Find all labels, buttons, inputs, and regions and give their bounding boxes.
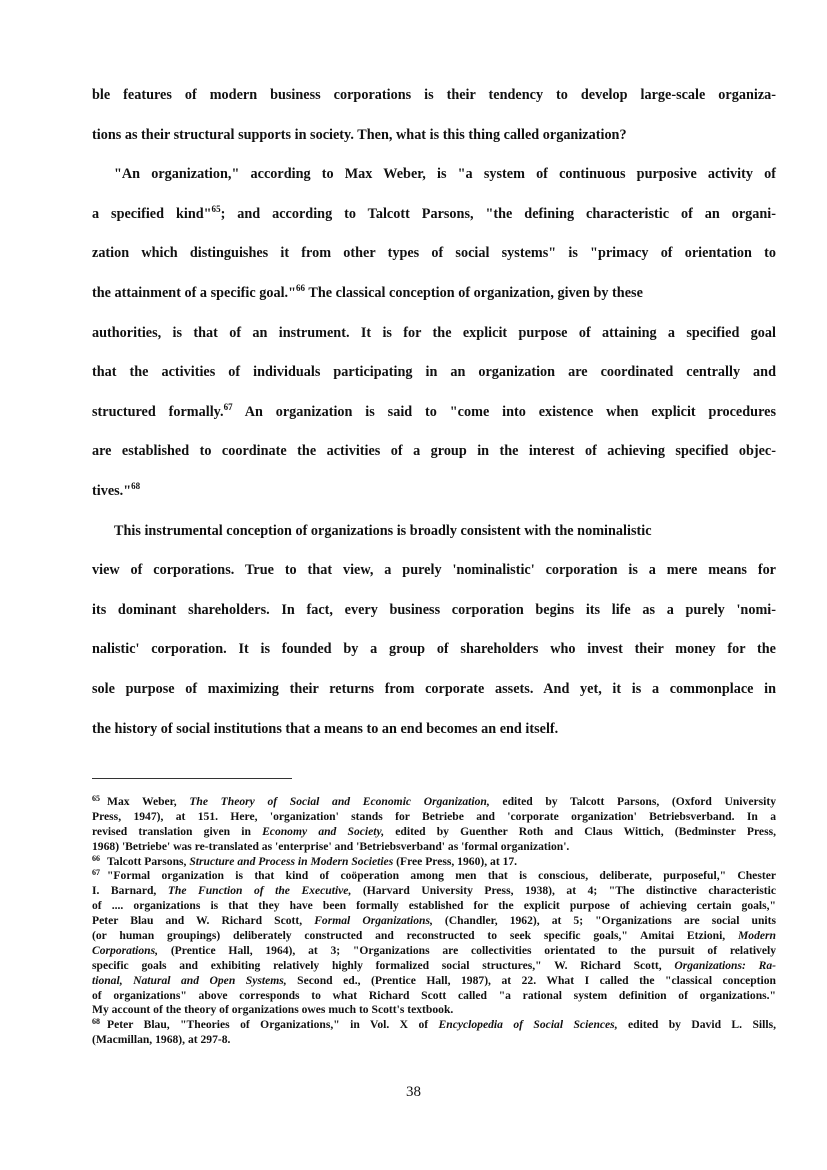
body-text xyxy=(92,84,776,757)
footnote-line: 1968) 'Betriebe' was re-translated as 'enterprise' and 'Betriebsverband' as 'formal organization'. xyxy=(92,839,570,853)
paragraph-line: This instrumental conception of organizations is broadly consistent with the nominalistic xyxy=(114,522,652,539)
footnote-line: of organizations" above corresponds to what Richard Scott called "a rational system definition of organizations." xyxy=(92,988,776,1002)
text-span: The classical conception of organization, given by these xyxy=(305,284,643,301)
page-number: 38 xyxy=(406,1084,421,1100)
footnote-line xyxy=(92,884,776,899)
text-span: (Prentice Hall, 1964), at 3; "Organizations are collectivities orientated to the pursuit of relatively xyxy=(158,943,776,957)
footnote-line: My account of the theory of organizations owes much to Scott's textbook. xyxy=(92,1003,454,1017)
footnotes xyxy=(92,795,776,1048)
paragraph-line: tions as their structural supports in society. Then, what is this thing called organization? xyxy=(92,126,627,143)
paragraph-line: ble features of modern business corporations is their tendency to develop large-scale organiza- xyxy=(92,87,776,103)
footnote-line xyxy=(92,914,776,929)
text-span: "Formal organization is that kind of coöperation among men that is conscious, deliberate, purposeful," Chester xyxy=(107,869,776,883)
paragraph-line: zation which distinguishes it from other types of social systems" is "primacy of orientation to xyxy=(92,245,776,262)
text-span: I. Barnard, xyxy=(92,884,168,898)
footnote-line: Press, 1947), at 151. Here, 'organization' stands for Betriebe and 'corporate organization' Betriebsverband. In a xyxy=(92,809,776,823)
text-span: edited by David L. Sills, xyxy=(617,1018,777,1032)
book-title: Structure and Process in Modern Societies xyxy=(189,854,394,868)
paragraph-line xyxy=(92,401,776,441)
book-title: The Function of the Executive, xyxy=(167,884,352,898)
paragraph-line: the history of social institutions that a means to an end becomes an end itself. xyxy=(92,720,559,737)
book-title: Economy and Society, xyxy=(262,824,385,838)
paragraph-line xyxy=(92,282,776,322)
text-span: edited by Talcott Parsons, (Oxford University xyxy=(489,795,777,808)
footnote-separator xyxy=(92,778,292,779)
book-title: Formal Organizations, xyxy=(314,914,433,928)
book-title: Organizations: Ra- xyxy=(674,958,776,972)
paragraph-line: view of corporations. True to that view, a purely 'nominalistic' corporation is a mere means for xyxy=(92,562,776,579)
text-span: (or human groupings) deliberately constructed and reconstructed to seek specific goals," Amitai Etzioni, xyxy=(92,929,738,943)
footnote-line xyxy=(92,974,776,989)
footnote-mark: 68 xyxy=(92,1017,100,1027)
footnote-ref: 66 xyxy=(296,282,306,293)
text-span: edited by Guenther Roth and Claus Wittich, (Bedminster Press, xyxy=(384,824,776,838)
book-title: The Theory of Social and Economic Organization, xyxy=(189,795,490,808)
footnote-ref: 68 xyxy=(131,480,141,491)
text-span: Max Weber, xyxy=(107,795,190,808)
paragraph-line xyxy=(92,480,776,520)
footnote-line xyxy=(92,855,776,870)
footnote-ref: 67 xyxy=(223,401,233,412)
footnote-line xyxy=(92,929,776,944)
footnote-mark: 66 xyxy=(92,853,100,863)
footnote-line xyxy=(92,944,776,959)
footnote-line xyxy=(92,959,776,974)
paragraph-line xyxy=(92,203,776,243)
text-span: the attainment of a specific goal." xyxy=(92,284,297,301)
book-title: Encyclopedia of Social Sciences, xyxy=(438,1018,618,1032)
paragraph-line: sole purpose of maximizing their returns from corporate assets. And yet, it is a commonplace in xyxy=(92,680,776,697)
footnote-line: (Macmillan, 1968), at 297-8. xyxy=(92,1033,231,1047)
text-span: (Harvard University Press, 1938), at 4; "The distinctive characteristic xyxy=(351,884,776,898)
paragraph-line: "An organization," according to Max Weber, is "a system of continuous purposive activity of xyxy=(114,166,776,183)
footnote-line xyxy=(92,1018,776,1033)
text-span: revised translation given in xyxy=(92,824,263,838)
book-title: tional, Natural and Open Systems, xyxy=(92,973,287,987)
text-span: structured formally. xyxy=(92,403,224,420)
footnote-line xyxy=(92,869,776,884)
footnote-ref: 65 xyxy=(211,203,221,214)
paragraph-line: its dominant shareholders. In fact, every business corporation begins its life as a purely 'nomi- xyxy=(92,601,776,618)
footnote-line xyxy=(92,795,776,810)
footnote-mark: 65 xyxy=(92,794,100,803)
text-span: tives." xyxy=(92,482,132,499)
paragraph-line: nalistic' corporation. It is founded by a group of shareholders who invest their money for the xyxy=(92,641,776,658)
text-span: a specified kind" xyxy=(92,205,212,222)
text-span: (Free Press, 1960), at 17. xyxy=(393,854,518,868)
paragraph-line: authorities, is that of an instrument. It is for the explicit purpose of attaining a specified goal xyxy=(92,324,776,341)
text-span: ; and according to Talcott Parsons, "the defining characteristic of an organi- xyxy=(220,205,776,222)
footnote-line xyxy=(92,825,776,840)
book-title: Modern xyxy=(737,929,776,943)
text-span: specific goals and exhibiting relatively highly formalized social structures," W. Richard Scott, xyxy=(92,958,675,972)
footnote-mark: 67 xyxy=(92,868,100,878)
text-span: Talcott Parsons, xyxy=(107,854,190,868)
paragraph-line: that the activities of individuals participating in an organization are coordinated centrally and xyxy=(92,364,776,381)
text-span: Peter Blau and W. Richard Scott, xyxy=(92,914,315,928)
text-span: Peter Blau, "Theories of Organizations," in Vol. X of xyxy=(107,1018,439,1032)
text-span: An organization is said to "come into existence when explicit procedures xyxy=(232,403,776,420)
paragraph-line: are established to coordinate the activities of a group in the interest of achieving specified objec- xyxy=(92,443,776,460)
text-span: Second ed., (Prentice Hall, 1987), at 22. What I called the "classical conception xyxy=(286,973,776,987)
book-title: Corporations, xyxy=(92,943,159,957)
text-span: (Chandler, 1962), at 5; "Organizations are social units xyxy=(432,914,776,928)
footnote-line: of .... organizations is that they have been formally established for the explicit purpose of achieving certain goals," xyxy=(92,899,776,913)
